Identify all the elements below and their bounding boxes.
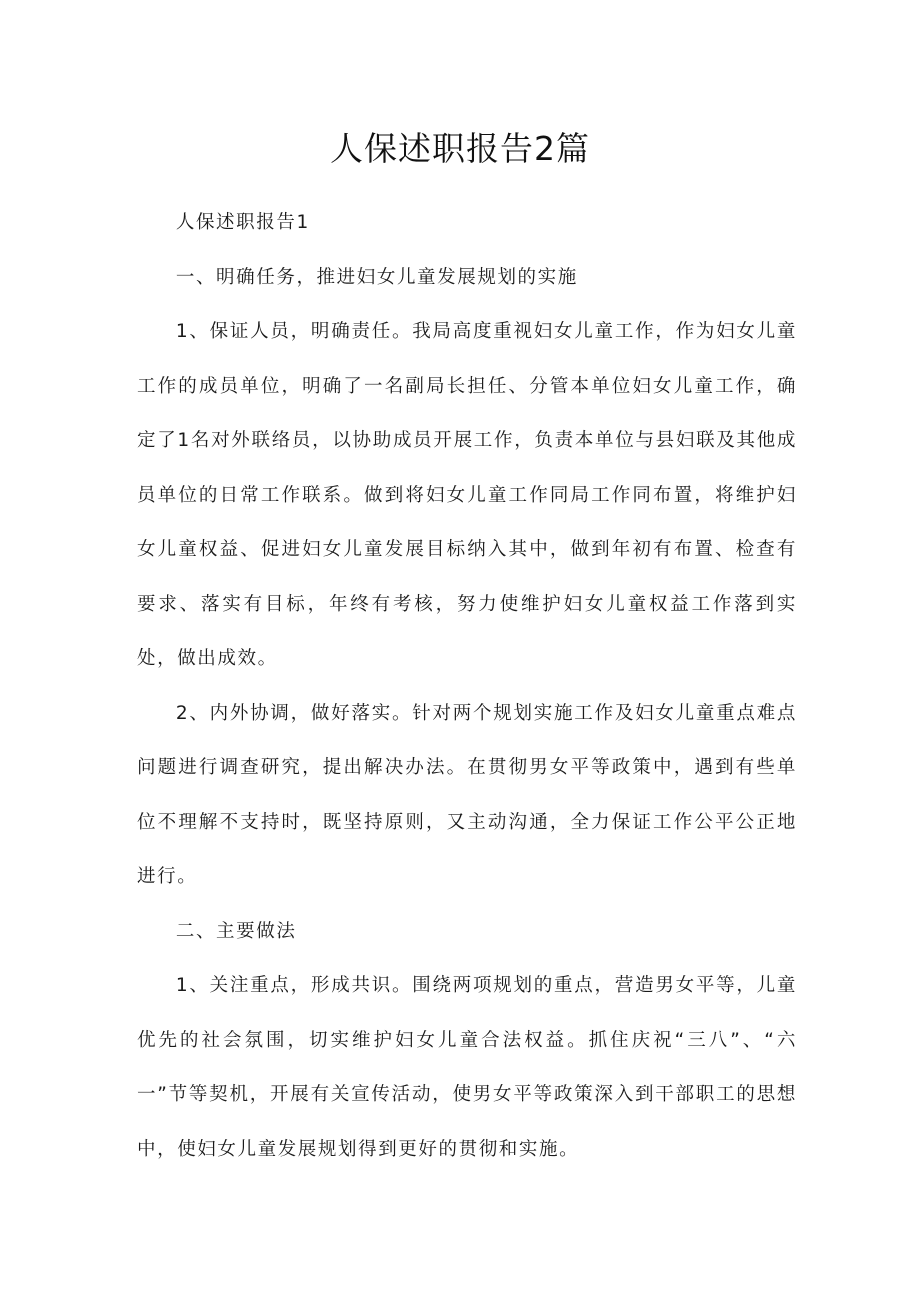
section-heading-clarify-tasks: 一、明确任务，推进妇女儿童发展规划的实施	[175, 266, 578, 288]
paragraph-ensure-personnel: 1、保证人员，明确责任。我局高度重视妇女儿童工作，作为妇女儿童工作的成员单位，明确了一名副局长担任、分管本单位妇女儿童工作，确定了1名对外联络员，以协助成员开展工作，负责本单位与县妇联及其他成员单位的日常工作联系。做到将妇女儿童工作同局工作同布置，将维护妇女儿童权益、促进妇女儿童发展目标纳入其中，做到年初有布置、检查有要求、落实有目标，年终有考核，努力使维护妇女儿童权益工作落到实处，做出成效。	[137, 321, 797, 669]
document-body	[137, 196, 797, 1177]
section-heading-main-practices: 二、主要做法	[175, 920, 297, 942]
document-title: 人保述职报告2篇	[330, 129, 590, 168]
section-heading-report-1: 人保述职报告1	[175, 212, 310, 233]
paragraph-focus-key-points: 1、关注重点，形成共识。围绕两项规划的重点，营造男女平等，儿童优先的社会氛围，切实维护妇女儿童合法权益。抓住庆祝“三八”、“六一”节等契机，开展有关宣传活动，使男女平等政策深入到干部职工的思想中，使妇女儿童发展规划得到更好的贯彻和实施。	[137, 975, 797, 1160]
paragraph-internal-external-coordination: 2、内外协调，做好落实。针对两个规划实施工作及妇女儿童重点难点问题进行调查研究，提出解决办法。在贯彻男女平等政策中，遇到有些单位不理解不支持时，既坚持原则，又主动沟通，全力保证工作公平公正地进行。	[137, 702, 797, 887]
